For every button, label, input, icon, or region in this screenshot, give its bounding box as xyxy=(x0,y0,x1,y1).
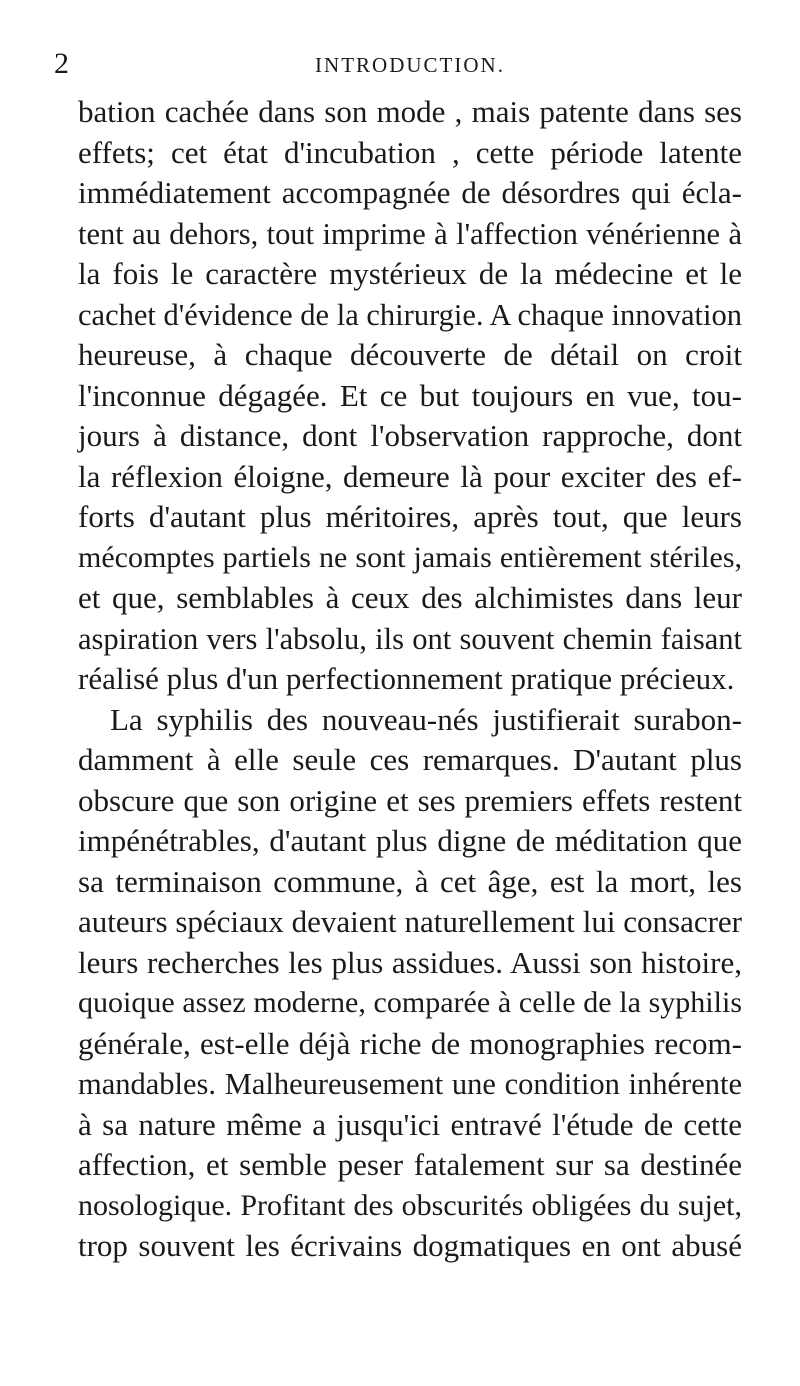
paragraph-2 xyxy=(78,700,742,1267)
text-line: la réflexion éloigne, demeure là pour exciter des ef- xyxy=(78,458,742,494)
text-line: tent au dehors, tout imprime à l'affection vénérienne à xyxy=(78,216,742,251)
running-head xyxy=(54,46,742,82)
text-line: cachet d'évidence de la chirurgie. A chaque innovation xyxy=(78,297,742,332)
text-line: trop souvent les écrivains dogmatiques en ont abusé xyxy=(78,1228,742,1263)
text-line: réalisé plus d'un perfectionnement pratique précieux. xyxy=(78,661,735,696)
text-line: et que, semblables à ceux des alchimistes dans leur xyxy=(78,580,742,615)
text-line: mandables. Malheureusement une condition inhérente xyxy=(78,1067,742,1101)
text-line: immédiatement accompagnée de désordres qui écla- xyxy=(78,175,742,210)
text-line: l'inconnue dégagée. Et ce but toujours en vue, tou- xyxy=(78,377,742,413)
text-line: La syphilis des nouveau-nés justifierait surabon- xyxy=(110,701,742,737)
text-line: auteurs spéciaux devaient naturellement lui consacrer xyxy=(78,904,742,939)
text-line: bation cachée dans son mode , mais patente dans ses xyxy=(78,94,742,129)
text-line: à sa nature même a jusqu'ici entravé l'étude de cette xyxy=(78,1106,742,1142)
text-line: quoique assez moderne, comparée à celle de la syphilis xyxy=(78,986,742,1019)
text-line: générale, est-elle déjà riche de monographies recom- xyxy=(78,1025,742,1061)
book-page xyxy=(54,46,742,1267)
text-line: affection, et semble peser fatalement sur sa destinée xyxy=(78,1147,742,1182)
text-line: aspiration vers l'absolu, ils ont souvent chemin faisant xyxy=(78,621,742,656)
text-line: jours à distance, dont l'observation rapproche, dont xyxy=(78,418,742,453)
text-line: damment à elle seule ces remarques. D'autant plus xyxy=(78,742,742,777)
text-line: forts d'autant plus méritoires, après tout, que leurs xyxy=(78,499,742,534)
page-number: 2 xyxy=(54,47,69,80)
text-line: impénétrables, d'autant plus digne de méditation que xyxy=(78,823,742,858)
text-line: mécomptes partiels ne sont jamais entièrement stériles, xyxy=(78,540,742,574)
text-line: nosologique. Profitant des obscurités obligées du sujet, xyxy=(78,1188,742,1222)
paragraph-1 xyxy=(78,92,742,700)
text-line: effets; cet état d'incubation , cette période latente xyxy=(78,134,742,170)
body-text xyxy=(78,92,742,1267)
text-line: obscure que son origine et ses premiers effets restent xyxy=(78,782,742,818)
text-line: heureuse, à chaque découverte de détail on croit xyxy=(78,337,742,372)
running-title: INTRODUCTION. xyxy=(315,53,505,77)
text-line: leurs recherches les plus assidues. Aussi son histoire, xyxy=(78,944,742,980)
text-line: la fois le caractère mystérieux de la médecine et le xyxy=(78,256,742,291)
text-line: sa terminaison commune, à cet âge, est la mort, les xyxy=(78,863,742,899)
